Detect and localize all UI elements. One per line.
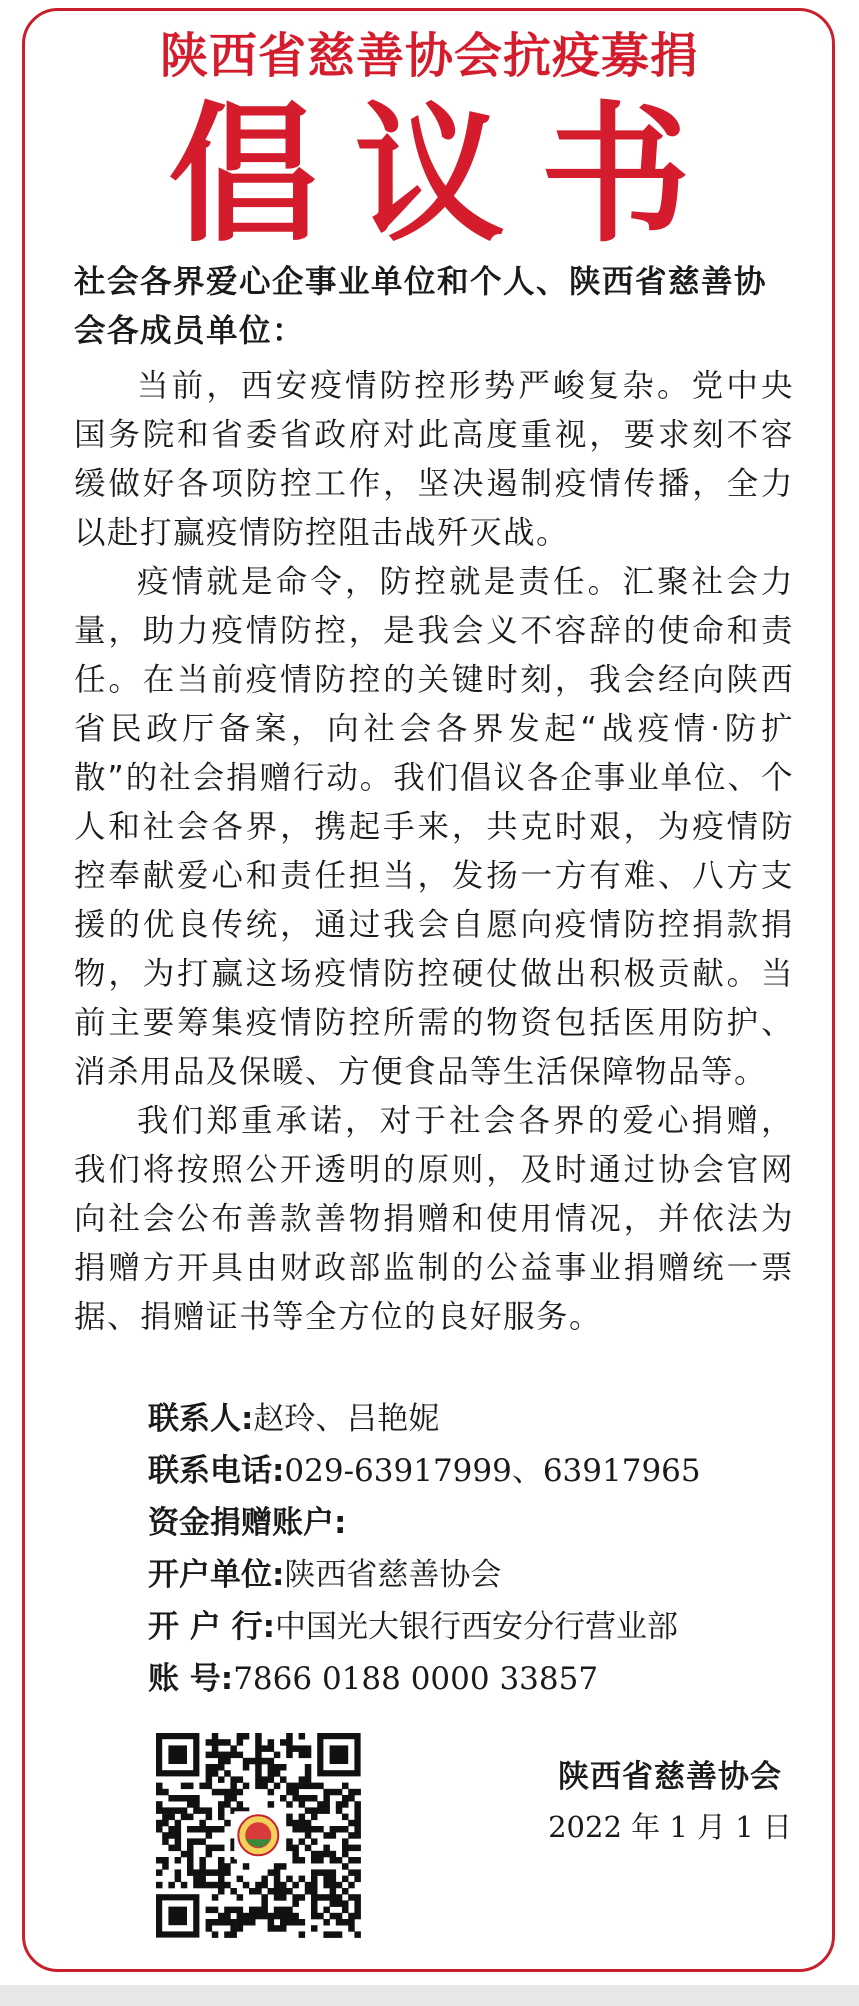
contact-person-value: 赵玲、吕艳妮: [253, 1401, 440, 1437]
paragraph-3: 我们郑重承诺，对于社会各界的爱心捐赠，我们将按照公开透明的原则，及时通过协会官网向社会公布善款善物捐赠和使用情况，并依法为捐赠方开具由财政部监制的公益事业捐赠统一票据、捐赠证书等全方位的良好服务。: [74, 1103, 794, 1335]
account-heading: 资金捐赠账户:: [148, 1505, 347, 1541]
letter-body: [74, 258, 794, 1342]
phone-label: 联系电话:: [148, 1453, 285, 1489]
signature-organization: 陕西省慈善协会: [558, 1759, 782, 1795]
phone-value: 029-63917999、63917965: [284, 1453, 701, 1489]
poster-title: 倡议书: [168, 87, 727, 263]
phone-row: [148, 1445, 828, 1497]
signature-date: 2022 年 1 月 1 日: [548, 1810, 792, 1844]
account-unit-value: 陕西省慈善协会: [284, 1557, 502, 1593]
paragraph-2: 疫情就是命令，防控就是责任。汇聚社会力量，助力疫情防控，是我会义不容辞的使命和责任。在当前疫情防控的关键时刻，我会经向陕西省民政厅备案，向社会各界发起“战疫情·防扩散”的社会捐赠行动。我们倡议各企事业单位、个人和社会各界，携起手来，共克时艰，为疫情防控奉献爱心和责任担当，发扬一方有难、八方支援的优良传统，通过我会自愿向疫情防控捐款捐物，为打赢这场疫情防控硬仗做出积极贡献。当前主要筹集疫情防控所需的物资包括医用防护、消杀用品及保暖、方便食品等生活保障物品等。: [74, 564, 794, 1090]
account-unit-label: 开户单位:: [148, 1557, 285, 1593]
charity-emblem-icon: [238, 1815, 278, 1855]
contact-person-row: [148, 1393, 828, 1445]
account-number-label: 账 号:: [148, 1661, 234, 1697]
bottom-strip: [0, 1985, 859, 2006]
account-heading-row: [148, 1497, 828, 1549]
poster-subtitle: 陕西省慈善协会抗疫募捐: [159, 28, 699, 84]
bank-label: 开 户 行:: [148, 1609, 275, 1645]
account-number-value: 7866 0188 0000 33857: [233, 1661, 599, 1697]
signature-block: [530, 1752, 810, 1852]
contact-block: [148, 1393, 828, 1705]
bank-value: 中国光大银行西安分行营业部: [274, 1609, 678, 1645]
salutation: 社会各界爱心企事业单位和个人、陕西省慈善协会各成员单位：: [74, 264, 768, 349]
qr-code-icon[interactable]: [152, 1730, 364, 1940]
bank-row: [148, 1601, 828, 1653]
account-number-row: [148, 1653, 828, 1705]
account-unit-row: [148, 1549, 828, 1601]
contact-person-label: 联系人:: [148, 1401, 254, 1437]
paragraph-1: 当前，西安疫情防控形势严峻复杂。党中央国务院和省委省政府对此高度重视，要求刻不容缓做好各项防控工作，坚决遏制疫情传播，全力以赴打赢疫情防控阻击战歼灭战。: [74, 368, 794, 551]
